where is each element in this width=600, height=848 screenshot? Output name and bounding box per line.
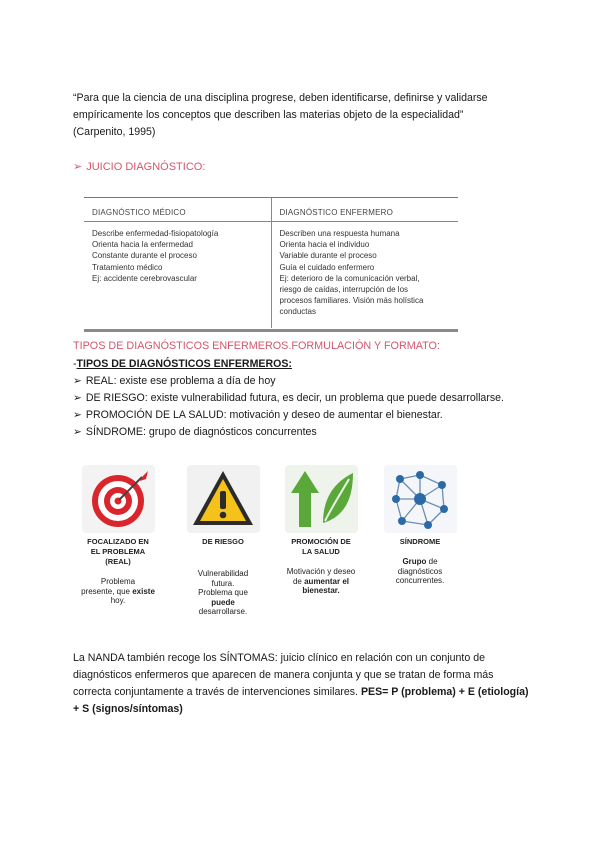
pes-formula: PES= P (problema) + E (etiología) + S (signos/síntomas) bbox=[73, 686, 529, 715]
list-item bbox=[73, 407, 533, 424]
juicio-heading bbox=[73, 160, 205, 173]
tipos-subtitle-row bbox=[73, 356, 533, 373]
growth-leaf-icon bbox=[285, 465, 358, 533]
tipos-subtitle: TIPOS DE DIAGNÓSTICOS ENFERMEROS: bbox=[76, 358, 292, 370]
cell-medico bbox=[84, 222, 271, 329]
enfermero-line: conductas bbox=[279, 307, 316, 317]
enfermero-line: Guía el cuidado enfermero bbox=[279, 262, 375, 272]
diagnosis-type-cards bbox=[73, 465, 473, 635]
medico-line: Orienta hacia la enfermedad bbox=[92, 240, 193, 250]
desc-part: de diagnósticos concurrentes. bbox=[395, 557, 445, 585]
quote-text: “Para que la ciencia de una disciplina progrese, deben identificarse, definirse y validarse empíricamente los conceptos que describen las materias objeto de la especialidad” bbox=[73, 92, 488, 121]
desc-part: hoy. bbox=[110, 596, 126, 605]
header-medico: DIAGNÓSTICO MÉDICO bbox=[84, 198, 271, 222]
dash: - bbox=[73, 358, 77, 370]
warning-icon bbox=[187, 465, 260, 533]
list-item bbox=[73, 424, 533, 441]
card-real bbox=[73, 465, 163, 606]
comparison-table bbox=[84, 197, 458, 332]
tipos-list bbox=[73, 356, 533, 441]
quote-block bbox=[73, 90, 533, 141]
card-riesgo bbox=[178, 465, 268, 617]
desc-bold: Grupo bbox=[402, 557, 427, 566]
list-item-text: SÍNDROME: grupo de diagnósticos concurrentes bbox=[85, 426, 317, 438]
card-label: SÍNDROME bbox=[399, 537, 441, 546]
network-icon bbox=[384, 465, 457, 533]
list-item-text: DE RIESGO: existe vulnerabilidad futura, es decir, un problema que puede desarrollarse. bbox=[85, 392, 504, 404]
desc-part: Problema presente, que bbox=[81, 577, 136, 596]
enfermero-line: procesos familiares. Visión más holística bbox=[279, 296, 424, 306]
card-label: FOCALIZADO EN EL PROBLEMA (REAL) bbox=[87, 537, 149, 566]
desc-bold: aumentar el bienestar. bbox=[302, 576, 350, 595]
desc-part: Vulnerabilidad futura. Problema que bbox=[197, 569, 249, 597]
enfermero-line: Orienta hacia el individuo bbox=[279, 240, 370, 250]
list-item-text: REAL: existe ese problema a día de hoy bbox=[85, 375, 276, 387]
medico-line: Ej: accidente cerebrovascular bbox=[92, 273, 197, 283]
list-item bbox=[73, 390, 533, 407]
card-sindrome bbox=[375, 465, 465, 586]
desc-part: Motivación y deseo de bbox=[286, 567, 356, 586]
desc-bold: puede bbox=[211, 597, 235, 607]
card-desc bbox=[73, 577, 163, 606]
medico-line: Describe enfermedad-fisiopatología bbox=[92, 229, 219, 238]
juicio-title: JUICIO DIAGNÓSTICO: bbox=[86, 161, 206, 173]
desc-bold: existe bbox=[132, 586, 155, 596]
para-text: La NANDA también recoge los SÍNTOMAS: juicio clínico en relación con un conjunto de diagnósticos enfermeros que aparecen de manera conjunta y que se tratan de forma más correcta conjuntamente a través de intervenciones similares. bbox=[73, 652, 494, 698]
arrow-icon: ➢ bbox=[73, 161, 83, 173]
nanda-paragraph bbox=[73, 650, 533, 718]
card-label: PROMOCIÓN DE LA SALUD bbox=[291, 537, 351, 556]
card-desc bbox=[375, 557, 465, 586]
cell-enfermero bbox=[271, 222, 458, 329]
arrow-icon: ➢ bbox=[73, 375, 82, 387]
card-desc bbox=[276, 567, 366, 596]
tipos-heading: TIPOS DE DIAGNÓSTICOS ENFERMEROS.FORMULACIÓN Y FORMATO: bbox=[73, 340, 440, 352]
enfermero-line: Describen una respuesta humana bbox=[279, 229, 400, 238]
target-icon bbox=[82, 465, 155, 533]
desc-part: desarrollarse. bbox=[198, 607, 248, 616]
card-label: DE RIESGO bbox=[202, 537, 244, 546]
quote-citation: (Carpenito, 1995) bbox=[73, 126, 156, 138]
enfermero-line: Variable durante el proceso bbox=[279, 251, 377, 261]
medico-line: Tratamiento médico bbox=[92, 262, 163, 272]
arrow-icon: ➢ bbox=[73, 392, 82, 404]
list-item bbox=[73, 373, 533, 390]
arrow-icon: ➢ bbox=[73, 409, 82, 421]
card-promocion bbox=[276, 465, 366, 596]
arrow-icon: ➢ bbox=[73, 426, 82, 438]
card-desc bbox=[178, 569, 268, 617]
header-enfermero: DIAGNÓSTICO ENFERMERO bbox=[271, 198, 458, 222]
list-item-text: PROMOCIÓN DE LA SALUD: motivación y deseo de aumentar el bienestar. bbox=[85, 409, 443, 421]
medico-line: Constante durante el proceso bbox=[92, 251, 197, 261]
enfermero-line: Ej: deterioro de la comunicación verbal, bbox=[279, 273, 420, 283]
enfermero-line: riesgo de caídas, interrupción de los bbox=[279, 285, 409, 295]
